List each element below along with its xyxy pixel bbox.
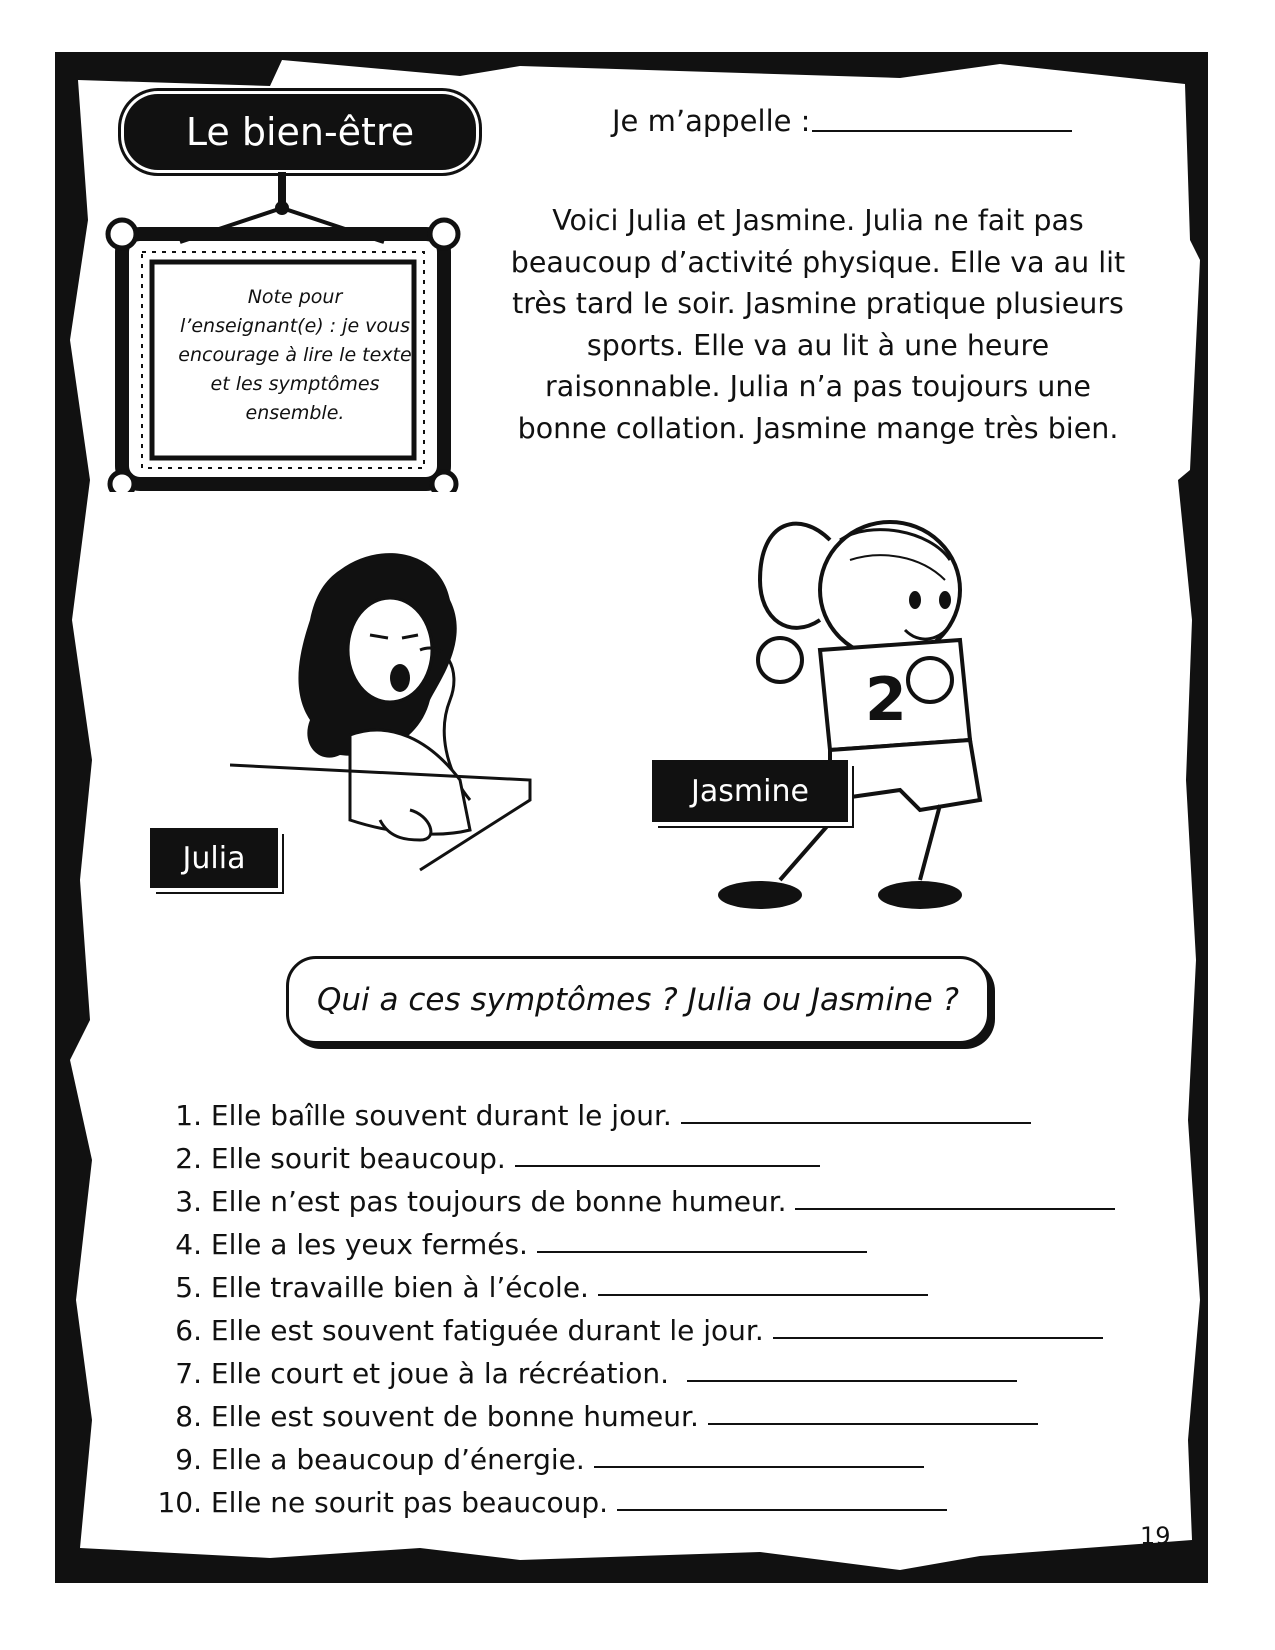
worksheet-title: Le bien-être [124, 94, 476, 170]
answer-line[interactable] [795, 1207, 1115, 1210]
list-item [150, 1092, 1031, 1132]
list-item [150, 1307, 1103, 1347]
item-text: Elle ne sourit pas beaucoup. [210, 1486, 609, 1519]
name-label: Je m’appelle : [612, 104, 811, 138]
item-number: 7. [175, 1357, 202, 1390]
item-number: 8. [175, 1400, 202, 1433]
item-number: 5. [175, 1271, 202, 1304]
list-item [150, 1221, 867, 1261]
list-item [150, 1479, 947, 1519]
list-item [150, 1178, 1115, 1218]
list-item [150, 1436, 924, 1476]
answer-line[interactable] [773, 1336, 1103, 1339]
page-number: 19 [1140, 1522, 1171, 1550]
item-number: 9. [175, 1443, 202, 1476]
julia-yawning-illustration [230, 540, 550, 900]
list-item [150, 1350, 1017, 1390]
item-number: 4. [175, 1228, 202, 1261]
answer-line[interactable] [594, 1465, 924, 1468]
answer-line[interactable] [515, 1164, 820, 1167]
item-text: Elle baîlle souvent durant le jour. [210, 1099, 672, 1132]
julia-name-tag: Julia [150, 828, 278, 888]
intro-paragraph: Voici Julia et Jasmine. Julia ne fait pas beaucoup d’activité physique. Elle va au lit très tard le soir. Jasmine pratique plusieurs sports. Elle va au lit à une heure raisonnable. Julia n’a pas toujours une bonne collation. Jasmine mange très bien. [510, 204, 1126, 445]
item-number: 1. [175, 1099, 202, 1132]
item-number: 10. [157, 1486, 202, 1519]
teacher-note: Note pour l’enseignant(e) : je vous encourage à lire le texte et les symptômes ensemble. [178, 286, 412, 424]
item-text: Elle sourit beaucoup. [210, 1142, 506, 1175]
jersey-number: 2 [865, 665, 907, 735]
jasmine-running-illustration [700, 500, 1040, 920]
item-text: Elle court et joue à la récréation. [210, 1357, 670, 1390]
answer-line[interactable] [708, 1422, 1038, 1425]
list-item [150, 1393, 1038, 1433]
jasmine-name-tag: Jasmine [652, 760, 848, 822]
list-item [150, 1135, 820, 1175]
answer-line[interactable] [537, 1250, 867, 1253]
item-text: Elle est souvent fatiguée durant le jour. [210, 1314, 764, 1347]
answer-line[interactable] [617, 1508, 947, 1511]
item-text: Elle travaille bien à l’école. [210, 1271, 589, 1304]
answer-line[interactable] [681, 1121, 1031, 1124]
name-input-line[interactable] [812, 130, 1072, 132]
item-text: Elle a les yeux fermés. [210, 1228, 528, 1261]
item-text: Elle n’est pas toujours de bonne humeur. [210, 1185, 787, 1218]
item-text: Elle est souvent de bonne humeur. [210, 1400, 699, 1433]
answer-line[interactable] [687, 1379, 1017, 1382]
item-number: 6. [175, 1314, 202, 1347]
question-banner: Qui a ces symptômes ? Julia ou Jasmine ? [286, 956, 990, 1044]
item-text: Elle a beaucoup d’énergie. [210, 1443, 585, 1476]
item-number: 3. [175, 1185, 202, 1218]
item-number: 2. [175, 1142, 202, 1175]
answer-line[interactable] [598, 1293, 928, 1296]
list-item [150, 1264, 928, 1304]
